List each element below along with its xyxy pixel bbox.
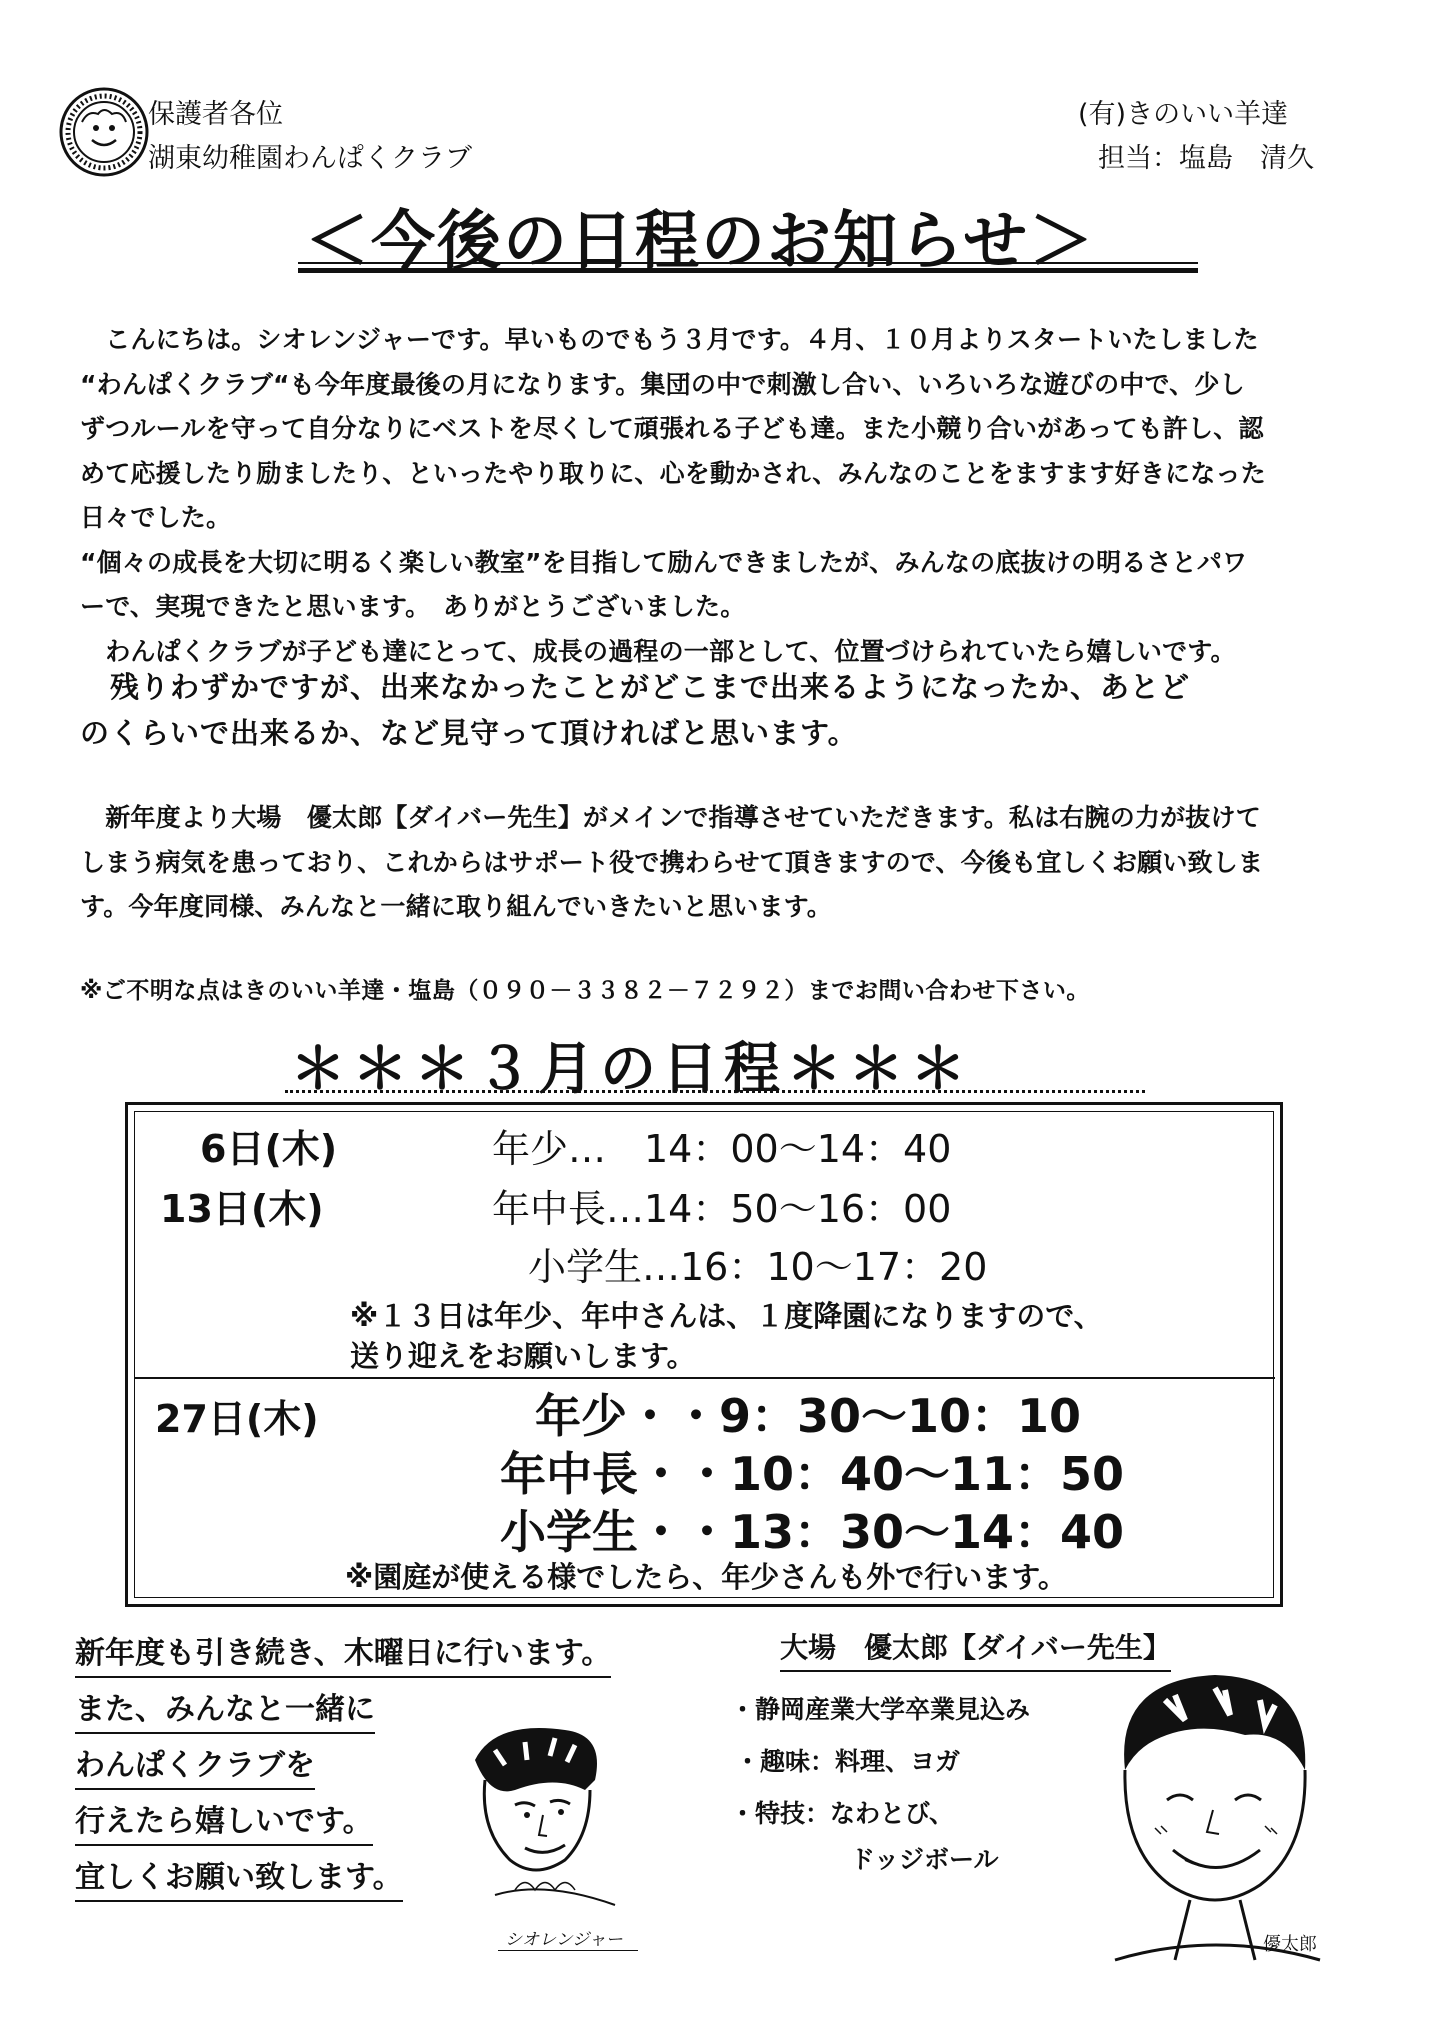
- schedule-slot-13-nenchucho: 年中長…14：50～16：00: [492, 1187, 952, 1231]
- svg-text:優太郎: 優太郎: [1263, 1934, 1317, 1955]
- schedule-day-6: 6日(木): [200, 1127, 338, 1171]
- schedule-slot-27-nenchucho: 年中長・・10：40～11：50: [500, 1447, 1125, 1501]
- caption-underline: [498, 1950, 638, 1951]
- schedule-note-13-line1: ※１３日は年少、年中さんは、１度降園になりますので、: [350, 1299, 1103, 1333]
- body-paragraph-1: こんにちは。シオレンジャーです。早いものでもう３月です。４月、１０月よりスタートいたしました “わんぱくクラブ“も今年度最後の月になります。集団の中で刺激し合い、いろいろな遊びの中で、少し ずつルールを守って自分なりにベストを尽くして頑張れる子ども達。また小競り合いがあっても許し、認 めて応援したり励ましたり、といったやり取りに、心を動かされ、みんなのことをますます好きになった 日々でした。 “個々の成長を大切に明るく楽しい教室”を目指して励んできましたが、みんなの底抜けの明るさとパワ ーで、実現できたと思います。 ありがとうございました。 わんぱくクラブが子ども達にとって、成長の過程の一部として、位置づけられていたら嬉しいです。: [80, 325, 1266, 666]
- schedule-slot-27-nensho: 年少・・9：30～10：10: [535, 1389, 1082, 1443]
- addressee-line2: 湖東幼稚園わんぱくクラブ: [148, 143, 472, 174]
- schedule-title-underline: [285, 1090, 1145, 1093]
- body-paragraph-2: 残りわずかですが、出来なかったことがどこまで出来るようになったか、あとど のくらいで出来るか、など見守って頂ければと思います。: [80, 670, 1191, 750]
- title-underline-thick: [298, 268, 1198, 273]
- schedule-title: ＊＊＊３月の日程＊＊＊: [290, 1037, 972, 1102]
- schedule-day-13: 13日(木): [160, 1187, 324, 1231]
- teacher-bullet-hobby: ・趣味：料理、ヨガ: [735, 1747, 961, 1776]
- teacher-heading: 大場 優太郎【ダイバー先生】: [780, 1626, 1171, 1672]
- shiorenger-caption: シオレンジャー: [505, 1930, 623, 1950]
- company-logo-seal: [58, 86, 150, 178]
- daiver-sensei-illustration: [1095, 1660, 1335, 1980]
- schedule-slot-13-shogakusei: 小学生…16：10～17：20: [528, 1245, 988, 1289]
- footer-left-line3: わんぱくクラブを: [75, 1740, 315, 1790]
- teacher-bullet-skill: ・特技：なわとび、: [730, 1799, 955, 1828]
- schedule-note-13-line2: 送り迎えをお願いします。: [350, 1339, 696, 1373]
- company-name: (有)きのいい羊達: [1078, 99, 1289, 130]
- body-paragraph-3: 新年度より大場 優太郎【ダイバー先生】がメインで指導させていただきます。私は右腕の力が抜けて しまう病気を患っており、これからはサポート役で携わらせて頂きますので、今後も宜しくお願い致しま す。今年度同様、みんなと一緒に取り組んでいきたいと思います。: [80, 803, 1264, 921]
- page-title: ＜今後の日程のお知らせ＞: [305, 205, 1096, 279]
- schedule-divider: [135, 1377, 1275, 1379]
- schedule-day-27: 27日(木): [155, 1397, 319, 1441]
- schedule-slot-6-nensho: 年少… 14：00～14：40: [492, 1127, 952, 1171]
- footer-left-line5: 宜しくお願い致します。: [75, 1852, 403, 1902]
- footer-left-line2: また、みんなと一緒に: [75, 1684, 375, 1734]
- addressee-line1: 保護者各位: [148, 99, 283, 130]
- footer-left-line1: 新年度も引き続き、木曜日に行います。: [75, 1628, 611, 1678]
- title-underline: [298, 262, 1198, 264]
- shiorenger-illustration: [455, 1720, 655, 1920]
- contact-note: ※ご不明な点はきのいい羊達・塩島（０９０－３３８２－７２９２）までお問い合わせ下さい。: [80, 978, 1090, 1004]
- footer-left-line4: 行えたら嬉しいです。: [75, 1796, 373, 1846]
- teacher-bullet-skill-cont: ドッジボール: [850, 1845, 999, 1874]
- contact-person: 担当：塩島 清久: [1098, 143, 1314, 174]
- teacher-bullet-education: ・静岡産業大学卒業見込み: [730, 1695, 1031, 1724]
- schedule-note-27: ※園庭が使える様でしたら、年少さんも外で行います。: [345, 1560, 1067, 1594]
- schedule-slot-27-shogakusei: 小学生・・13：30～14：40: [500, 1505, 1125, 1559]
